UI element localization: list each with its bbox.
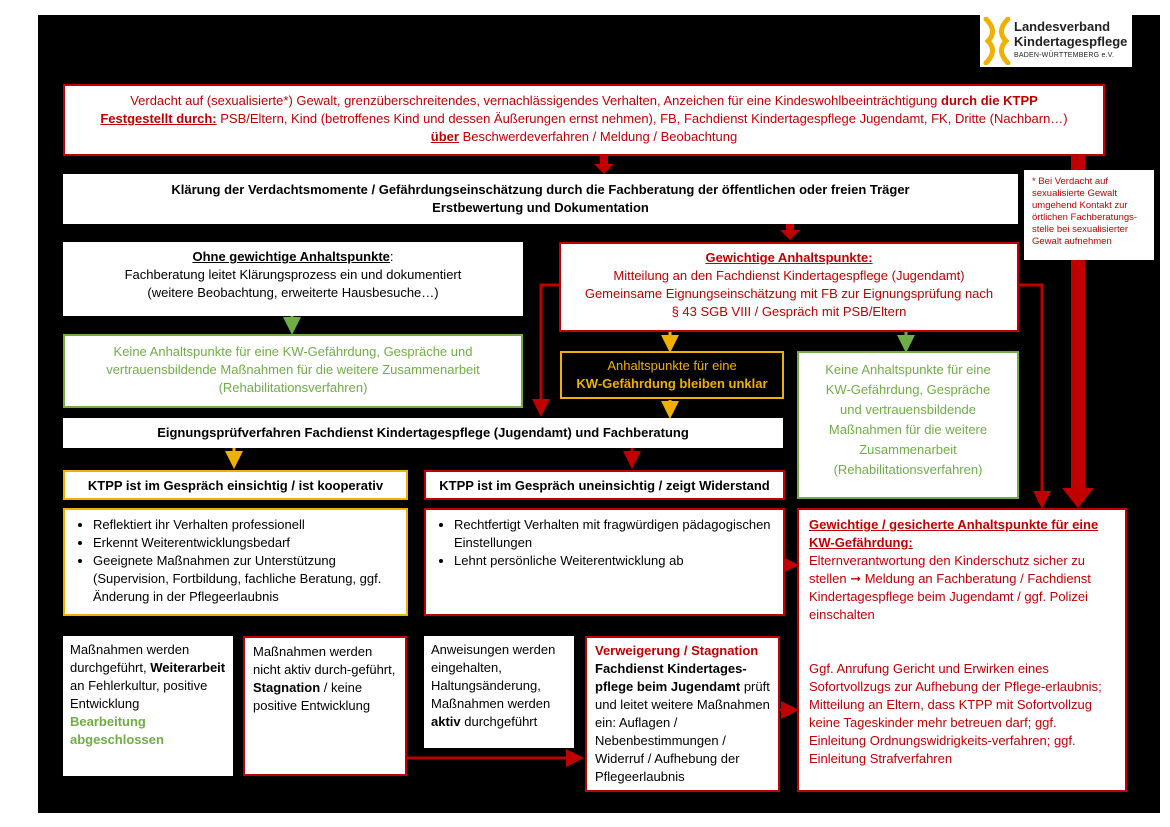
suspicion-line-1: Verdacht auf (sexualisierte*) Gewalt, grenzüberschreitendes, vernachlässigendes Verhalten, Anzeichen für eine Kindeswohlbeeinträchtigung <box>130 93 942 108</box>
clarification-box <box>63 174 1018 224</box>
resistant-list <box>432 516 775 570</box>
no-serious-indications-box: Ohne gewichtige Anhaltspunkte: Fachberatung leitet Klärungsprozess ein und dokumentiert (weitere Beobachtung, erweiterte Hausbesuche…) <box>63 242 523 316</box>
no-indications-right-box: Keine Anhaltspunkte für eine KW-Gefährdung, Gespräche und vertrauensbildende Maßnahmen für die weitere Zusammenarbeit (Rehabilitationsverfahren) <box>797 351 1019 499</box>
serious-indications-box <box>559 242 1019 332</box>
detected-by-text: PSB/Eltern, Kind (betroffenes Kind und dessen Äußerungen ernst nehmen), FB, Fachdienst Kindertagespflege Jugendamt, FK, Dritte (Nachbarn…) <box>216 111 1068 126</box>
logo-mark-icon <box>982 17 1012 65</box>
unclear-line-1: Anhaltspunkte für eine <box>607 358 737 373</box>
measures-not-done-box: Maßnahmen werden nicht aktiv durch-geführt, Stagnation / keine positive Entwicklung <box>243 636 407 776</box>
cooperative-title-box: KTPP ist im Gespräch einsichtig / ist kooperativ <box>63 470 408 500</box>
suspicion-ktpp: durch die KTPP <box>941 93 1038 108</box>
secured-indications-box <box>797 508 1127 792</box>
detected-by-label: Festgestellt durch: <box>100 111 217 126</box>
arrow-right-icon: ➞ <box>850 571 862 586</box>
list-item: • Erkennt Weiterentwicklungsbedarf <box>93 534 398 552</box>
logo <box>980 15 1132 67</box>
cooperative-list-box <box>63 508 408 616</box>
suspicion-box <box>63 84 1105 156</box>
no-serious-title: Ohne gewichtige Anhaltspunkte <box>192 249 390 264</box>
cooperative-list <box>71 516 398 606</box>
clarification-line-2: Erstbewertung und Dokumentation <box>432 200 649 215</box>
via-text: Beschwerdeverfahren / Meldung / Beobachtung <box>458 129 738 144</box>
no-indications-left-line-2: vertrauensbildende Maßnahmen für die weitere Zusammenarbeit <box>106 362 480 377</box>
no-indications-left-line-3: (Rehabilitationsverfahren) <box>218 380 368 395</box>
unclear-line-2: KW-Gefährdung bleiben unklar <box>576 376 768 391</box>
resistant-title-box: KTPP ist im Gespräch uneinsichtig / zeigt Widerstand <box>424 470 785 500</box>
list-item: • Reflektiert ihr Verhalten professionell <box>93 516 398 534</box>
sexualized-violence-note: * Bei Verdacht auf sexualisierte Gewalt umgehend Kontakt zur örtlichen Fachberatungs-stelle bei sexualisierter Gewalt aufnehmen <box>1024 170 1154 260</box>
no-serious-line-1: Fachberatung leitet Klärungsprozess ein und dokumentiert <box>124 267 462 282</box>
refusal-box: Verweigerung / Stagnation Fachdienst Kindertages-pflege beim Jugendamt prüft und leitet weitere Maßnahmen ein: Auflagen / Nebenbestimmungen / Widerruf / Aufhebung der Pflegeerlaubnis <box>585 636 780 792</box>
logo-line-1: Landesverband <box>1014 19 1111 34</box>
serious-line-1: Mitteilung an den Fachdienst Kindertagespflege (Jugendamt) <box>613 268 965 283</box>
no-indications-left-line-1: Keine Anhaltspunkte für eine KW-Gefährdung, Gespräche und <box>113 344 473 359</box>
logo-line-2: Kindertagespflege <box>1014 34 1128 49</box>
list-item: • Lehnt persönliche Weiterentwicklung ab <box>454 552 775 570</box>
serious-line-2: Gemeinsame Eignungseinschätzung mit FB zur Eignungsprüfung nach <box>584 286 994 301</box>
measures-done-box: Maßnahmen werden durchgeführt, Weiterarbeit an Fehlerkultur, positive Entwicklung Bearbeitung abgeschlossen <box>63 636 233 776</box>
refusal-title: Verweigerung / Stagnation <box>595 643 759 658</box>
clarification-line-1: Klärung der Verdachtsmomente / Gefährdungseinschätzung durch die Fachberatung der öffentlichen oder freien Träger <box>171 182 910 197</box>
resistant-list-box <box>424 508 785 616</box>
logo-line-3: BADEN-WÜRTTEMBERG e.V. <box>1014 52 1115 59</box>
list-item: • Rechtfertigt Verhalten mit fragwürdigen pädagogischen Einstellungen <box>454 516 775 552</box>
secured-paragraph-1: Elternverantwortung den Kinderschutz sicher zu stellen ➞ Meldung an Fachberatung / Fachdienst Kindertagespflege beim Jugendamt / ggf. Polizei einschalten <box>809 553 1091 622</box>
no-serious-line-2: (weitere Beobachtung, erweiterte Hausbesuche…) <box>147 285 439 300</box>
serious-line-3: § 43 SGB VIII / Gespräch mit PSB/Eltern <box>671 304 907 319</box>
secured-paragraph-2: Ggf. Anrufung Gericht und Erwirken eines Sofortvollzugs zur Aufhebung der Pflege-erlaubnis; Mitteilung an Eltern, dass KTPP mit Sofortvollzug keine Tageskinder mehr betreuen darf; ggf. Einleitung Ordnungswidrigkeits-verfahren; ggf. Einleitung Strafverfahren <box>809 661 1102 766</box>
secured-title: Gewichtige / gesicherte Anhaltspunkte für eine KW-Gefährdung: <box>809 517 1099 550</box>
no-indications-left-box <box>63 334 523 408</box>
unclear-box <box>560 351 784 399</box>
serious-title: Gewichtige Anhaltspunkte: <box>705 250 873 265</box>
via-label: über <box>430 129 459 144</box>
suitability-procedure-box: Eignungsprüfverfahren Fachdienst Kindertagespflege (Jugendamt) und Fachberatung <box>63 418 783 448</box>
list-item: • Geeignete Maßnahmen zur Unterstützung (Supervision, Fortbildung, fachliche Beratung, ggf. Änderung in der Pflegeerlaubnis <box>93 552 398 606</box>
instructions-followed-box: Anweisungen werden eingehalten, Haltungsänderung, Maßnahmen werden aktiv durchgeführt <box>424 636 574 748</box>
completed-label: Bearbeitung abgeschlossen <box>70 714 164 747</box>
